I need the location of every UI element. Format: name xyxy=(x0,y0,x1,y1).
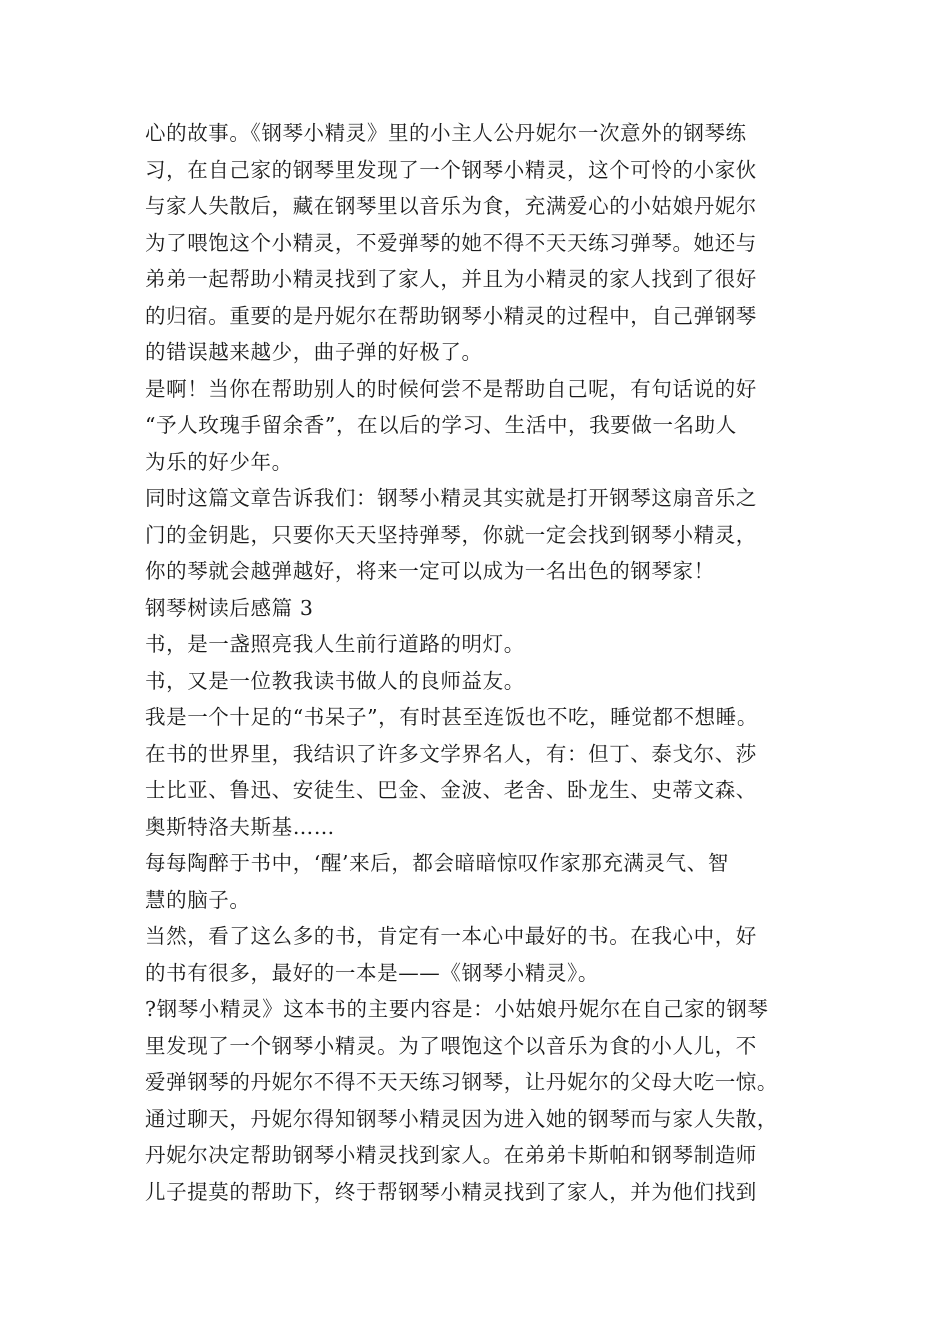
text-line: 通过聊天，丹妮尔得知钢琴小精灵因为进入她的钢琴而与家人失散， xyxy=(145,1106,778,1131)
section-heading: 钢琴树读后感篇 3 xyxy=(145,595,314,620)
text-line: 奥斯特洛夫斯基…… xyxy=(145,814,335,839)
text-line: 是啊！当你在帮助别人的时候何尝不是帮助自己呢，有句话说的好 xyxy=(145,376,757,401)
text-line: 书，又是一位教我读书做人的良师益友。 xyxy=(145,668,525,693)
text-line: 在书的世界里，我结识了许多文学界名人，有：但丁、泰戈尔、莎 xyxy=(145,741,757,766)
text-line: 的书有很多，最好的一本是——《钢琴小精灵》。 xyxy=(145,960,599,985)
text-line: 弟弟一起帮助小精灵找到了家人，并且为小精灵的家人找到了很好 xyxy=(145,267,757,291)
text-line: “予人玫瑰手留余香”，在以后的学习、生活中，我要做一名助人 xyxy=(145,413,737,437)
text-line: 为乐的好少年。 xyxy=(145,449,293,474)
text-line: 为了喂饱这个小精灵，不爱弹琴的她不得不天天练习弹琴。她还与 xyxy=(145,230,757,255)
text-line: 当然，看了这么多的书，肯定有一本心中最好的书。在我心中，好 xyxy=(145,924,757,948)
text-line: 你的琴就会越弹越好，将来一定可以成为一名出色的钢琴家！ xyxy=(145,559,715,583)
text-line: 丹妮尔决定帮助钢琴小精灵找到家人。在弟弟卡斯帕和钢琴制造师 xyxy=(145,1143,757,1167)
text-line: 慧的脑子。 xyxy=(145,887,251,912)
text-line: 与家人失散后，藏在钢琴里以音乐为食，充满爱心的小姑娘丹妮尔 xyxy=(145,194,757,218)
text-line: 爱弹钢琴的丹妮尔不得不天天练习钢琴，让丹妮尔的父母大吃一惊。 xyxy=(145,1070,778,1094)
text-line: 里发现了一个钢琴小精灵。为了喂饱这个以音乐为食的小人儿，不 xyxy=(145,1033,757,1058)
text-line: 的错误越来越少，曲子弹的好极了。 xyxy=(145,340,483,364)
text-line: 心的故事。《钢琴小精灵》里的小主人公丹妮尔一次意外的钢琴练 xyxy=(145,121,747,145)
text-line: 我是一个十足的“书呆子”，有时甚至连饭也不吃，睡觉都不想睡。 xyxy=(145,705,758,729)
text-line: 士比亚、鲁迅、安徒生、巴金、金波、老舍、卧龙生、史蒂文森、 xyxy=(145,778,757,802)
text-line: ?钢琴小精灵》这本书的主要内容是：小姑娘丹妮尔在自己家的钢琴 xyxy=(145,997,769,1021)
text-line: 习，在自己家的钢琴里发现了一个钢琴小精灵，这个可怜的小家伙 xyxy=(145,157,757,182)
text-line: 门的金钥匙，只要你天天坚持弹琴，你就一定会找到钢琴小精灵， xyxy=(145,522,757,547)
article-text xyxy=(145,115,845,1210)
text-line: 每每陶醉于书中，‘醒’来后，都会暗暗惊叹作家那充满灵气、智 xyxy=(145,851,729,875)
text-line: 的归宿。重要的是丹妮尔在帮助钢琴小精灵的过程中，自己弹钢琴 xyxy=(145,303,757,328)
text-line: 书，是一盏照亮我人生前行道路的明灯。 xyxy=(145,632,525,656)
text-line: 同时这篇文章告诉我们：钢琴小精灵其实就是打开钢琴这扇音乐之 xyxy=(145,486,757,510)
text-line: 儿子提莫的帮助下，终于帮钢琴小精灵找到了家人，并为他们找到 xyxy=(145,1179,757,1204)
